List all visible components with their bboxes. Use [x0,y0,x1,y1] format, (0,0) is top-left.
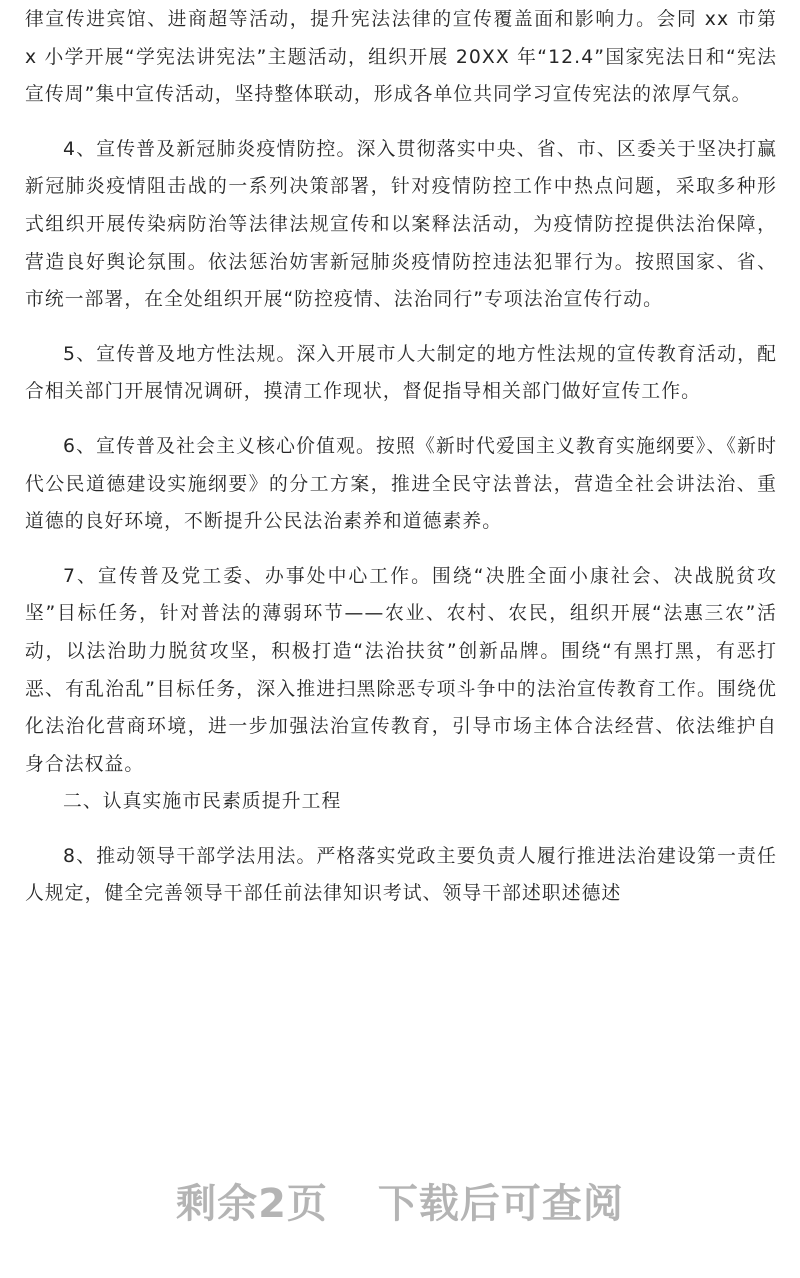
paragraph-intro: 律宣传进宾馆、进商超等活动，提升宪法法律的宣传覆盖面和影响力。会同 xx 市第 x 小学开展“学宪法讲宪法”主题活动，组织开展 20XX 年“12.4”国家宪法日和“宪法宣传周”集中宣传活动，坚持整体联动，形成各单位共同学习宣传宪法的浓厚气氛。 [25,9,777,106]
download-hint-text: 下载后可查阅 [377,1181,624,1227]
paragraph-8: 8、推动领导干部学法用法。严格落实党政主要负责人履行推进法治建设第一责任人规定，健全完善领导干部任前法律知识考试、领导干部述职述德述 [25,845,777,905]
download-banner[interactable] [0,1172,800,1229]
section-heading: 二、认真实施市民素质提升工程 [63,791,342,813]
paragraph-6: 6、宣传普及社会主义核心价值观。按照《新时代爱国主义教育实施纲要》、《新时代公民道德建设实施纲要》的分工方案，推进全民守法普法，营造全社会讲法治、重道德的良好环境，不断提升公民法治素养和道德素养。 [25,435,777,533]
document-body [25,0,777,913]
remaining-pages-text: 剩余2页 [176,1181,328,1227]
paragraph-5: 5、宣传普及地方性法规。深入开展市人大制定的地方性法规的宣传教育活动，配合相关部门开展情况调研，摸清工作现状，督促指导相关部门做好宣传工作。 [25,343,777,403]
paragraph-7: 7、宣传普及党工委、办事处中心工作。围绕“决胜全面小康社会、决战脱贫攻坚”目标任务，针对普法的薄弱环节——农业、农村、农民，组织开展“法惠三农”活动，以法治助力脱贫攻坚，积极打造“法治扶贫”创新品牌。围绕“有黑打黑，有恶打恶、有乱治乱”目标任务，深入推进扫黑除恶专项斗争中的法治宣传教育工作。围绕优化法治化营商环境，进一步加强法治宣传教育，引导市场主体合法经营、依法维护自身合法权益。 [25,565,777,775]
paragraph-4: 4、宣传普及新冠肺炎疫情防控。深入贯彻落实中央、省、市、区委关于坚决打赢新冠肺炎疫情阻击战的一系列决策部署，针对疫情防控工作中热点问题，采取多种形式组织开展传染病防治等法律法规宣传和以案释法活动，为疫情防控提供法治保障，营造良好舆论氛围。依法惩治妨害新冠肺炎疫情防控违法犯罪行为。按照国家、省、市统一部署，在全处组织开展“防控疫情、法治同行”专项法治宣传行动。 [25,138,777,311]
